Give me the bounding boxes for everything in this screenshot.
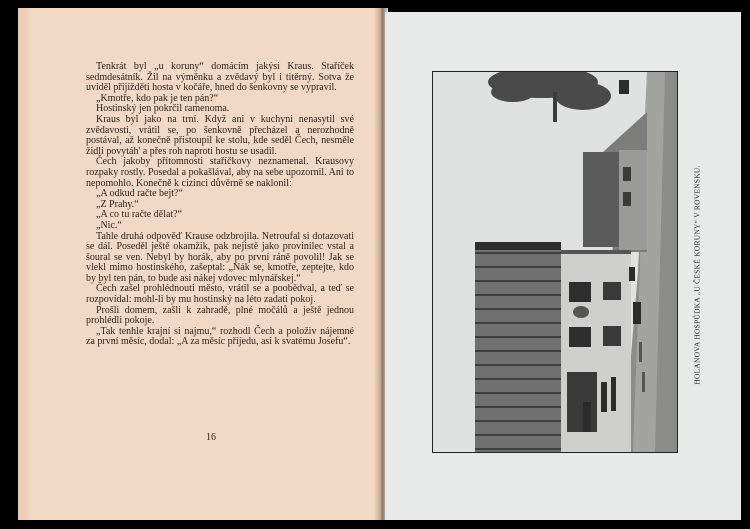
page-text [86, 62, 354, 348]
tavern-photo-svg [433, 72, 677, 452]
paragraph: „Kmotře, kdo pak je ten pán?“ [96, 92, 219, 104]
page-edge [18, 8, 32, 520]
paragraph: Hostinský jen pokrčil ramenoma. [96, 103, 230, 115]
paragraph: „A odkud račte bejt?“ [96, 188, 183, 200]
paragraph: Čech zašel prohlédnouti město, vrátil se a poobědval, a teď se rozpovídal: mohl-li by mu hostinský na léto zadati pokoj. [86, 283, 354, 306]
paragraph: „Tak tenhle krajní si najmu,“ rozhodl Čech a položiv nájemné za první měsíc, dodal: „A za měsíc přijedu, asi k svatému Josefu“. [86, 325, 354, 348]
paragraph: „Nic.“ [96, 219, 122, 231]
photo-caption [682, 150, 712, 400]
page-number: 16 [206, 432, 216, 443]
caption-text: HOLANOVA HOSPŮDKA „U ČESKÉ KORUNY“ V ROVENSKU. [692, 165, 702, 385]
paragraph: „Z Prahy.“ [96, 198, 139, 210]
paragraph: „A co tu račte dělat?“ [96, 209, 183, 221]
paragraph: Tenkrát byl „u koruny“ domácím jakýsi Kraus. Staříček sedmdesátník. Žil na výměnku a zvědavý byl i titěrný. Sotva že uviděl přijížděti hosta v kočáře, hned do šenkovny se vypravil. [86, 61, 354, 94]
paragraph: Prošli domem, zašli k zahradě, plné močálů a ještě jednou prohlédli pokoje. [86, 304, 354, 327]
paragraph: Kraus byl jako na trní. Když ani v kuchyni nenasytil své zvědavosti, vrátil se, po šenkovně přecházel a nerozhodně postával, až konečně přistoupil ke stolu, kde seděl Čech, nesměle židli povytáh' a přes roh naproti hostu se usadil. [86, 113, 354, 157]
tavern-photo-icon [432, 71, 678, 453]
paragraph: Čech jakoby přítomnosti staříčkovy neznamenal. Krausovy rozpaky rostly. Posedal a pokašlával, aby na sebe upozornil. Ani to nepomohlo. Konečně k cizinci důvěrně se naklonil: [86, 156, 354, 189]
paragraph: Tahle druhá odpověď Krause odzbrojila. Netroufal si dotazovati se dál. Poseděl ještě okamžik, pak nejistě jako provinilec vstal a šoural se ven. Nebyl by horák, aby po první ráně povolil! Jak se vlekl mimo hostinského, zašeptal: „Nák se, kmotře, zeptejte, kdo by byl ten pán, to bude asi nákej vdovec mlynářskej.“ [86, 230, 354, 284]
